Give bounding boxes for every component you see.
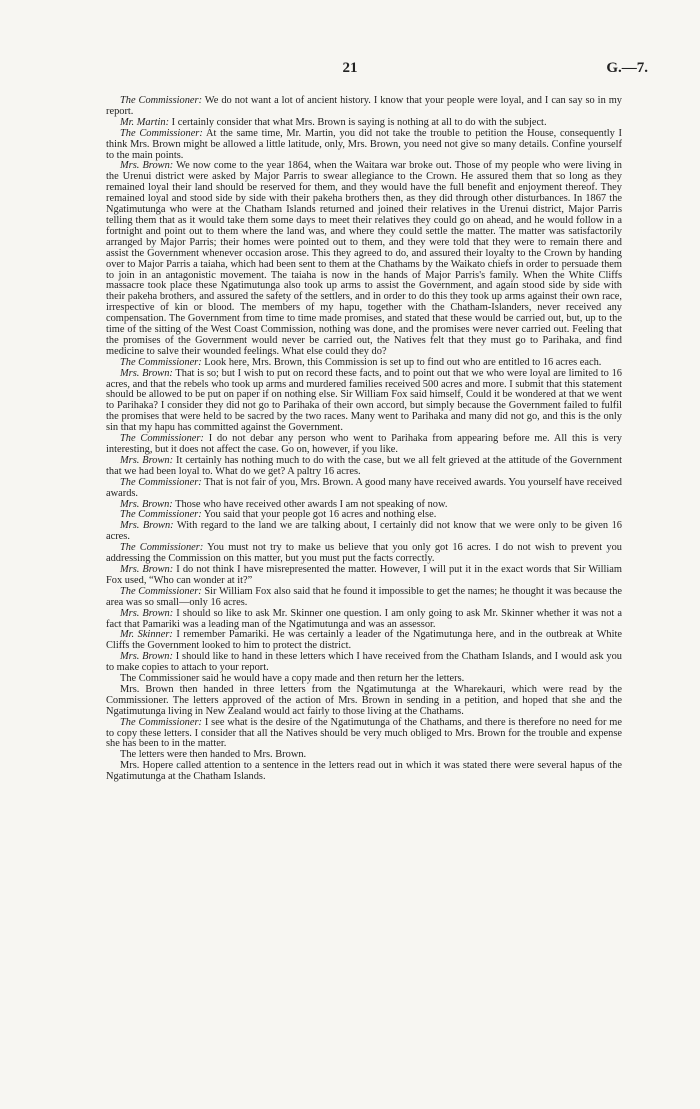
paragraph-text: I do not debar any person who went to Parihaka from appearing before me. All this is very interesting, but it does not affect the case. Go on, however, if you like. <box>106 433 622 455</box>
paragraph <box>106 456 622 478</box>
paragraph-text: Mrs. Brown then handed in three letters from the Ngatimutunga at the Wharekauri, which were read by the Commissioner. The letters approved of the action of Mrs. Brown in sending in a petition, and hoped that she and the Ngatimutunga living in New Zealand would act fairly to those living at the Chathams. <box>106 683 622 717</box>
speaker-name: The Commissioner: <box>120 95 203 106</box>
paragraph <box>106 521 622 543</box>
speaker-name: Mrs. Brown: <box>120 607 174 619</box>
paragraph <box>106 609 622 631</box>
speaker-name: The Commissioner: <box>120 542 204 554</box>
speaker-name: The Commissioner: <box>120 509 202 521</box>
paragraph <box>106 630 622 652</box>
paragraph-text: I should so like to ask Mr. Skinner one question. I am only going to ask Mr. Skinner whether it was not a fact that Pamariki was a leading man of the Ngatimutunga and was an assessor. <box>106 607 622 630</box>
paragraph-text: I see what is the desire of the Ngatimutunga of the Chathams, and there is therefore no need for me to copy these letters. I consider that all the Natives should be very much obliged to Mrs. Brown for the trouble and expense she has been to in the matter. <box>106 716 623 750</box>
paragraph-text: The Commissioner said he would have a copy made and then return her the letters. <box>120 673 465 685</box>
speaker-name: Mrs. Brown: <box>120 563 174 575</box>
paragraph <box>106 685 622 718</box>
paragraph <box>106 369 622 434</box>
speaker-name: Mrs. Brown: <box>120 454 174 466</box>
page-header <box>0 60 700 78</box>
speaker-name: Mr. Martin: <box>120 116 170 128</box>
speaker-name: The Commissioner: <box>120 476 202 488</box>
paragraph-text: I remember Pamariki. He was certainly a leader of the Ngatimutunga here, and in the outbreak at White Cliffs the Government looked to him to protect the district. <box>106 629 622 652</box>
paragraph <box>106 434 622 456</box>
document-reference: G.—7. <box>606 60 648 76</box>
page-number: 21 <box>342 60 358 76</box>
paragraph-text: The letters were then handed to Mrs. Brown. <box>120 749 307 761</box>
speaker-name: Mrs. Brown: <box>120 498 173 510</box>
paragraph-text: We now come to the year 1864, when the Waitara war broke out. Those of my people who were living in the Urenui district were asked by Major Parris to swear allegiance to the Crown. He assured them that so long as they remained loyal their land should be reserved for them, and they would have the full benefit and enjoyment thereof. They remained loyal and stood side by side with their pakeha brothers then, as they did through other disturbances. In 1867 the Ngatimutunga who were at the Chatham Islands returned and joined their relatives in the Urenui district, Major Parris telling them that as it would take them some days to meet their relatives they could go on ahead, and he would follow in a fortnight and point out to them where the land was, and where they could settle the matter. The matter was satisfactorily arranged by Major Parris; their homes were pointed out to them, and they were told that they were to remain there and assist the Government whenever occasion arose. This they agreed to do, and assured their loyalty to the Crown by handing over to Major Parris a taiaha, which had been sent to them at the Chathams by the Waikato chiefs in order to persuade them to join in an antagonistic movement. The taiaha is now in the hands of Major Parris's family. When the White Cliffs massacre took place these Ngatimutunga also took up arms to assist the Government, and again stood side by side with their pakeha brothers, and assured the safety of the settlers, and in order to do this they took up arms against their own race, irrespective of kin or blood. The members of my hapu, together with the Chatham-Islanders, never received any compensation. The Government from time to time made promises, and stated that these would be carried out, but, up to the time of the sitting of the West Coast Commission, nothing was done, and the promises were never carried out. Feeling that the promises of the Government would never be carried out, the Natives felt that they must go to Parihaka, and find medicine to salve their wounded feelings. What else could they do? <box>106 160 622 357</box>
paragraph <box>106 652 622 674</box>
speaker-name: The Commissioner: <box>120 585 202 597</box>
paragraph-text: I do not think I have misrepresented the matter. However, I will put it in the exact words that Sir William Fox used, “Who can wonder at it?” <box>106 563 622 586</box>
paragraph-text: It certainly has nothing much to do with the case, but we all felt grieved at the attitude of the Government that we had been loyal to. What do we get? A paltry 16 acres. <box>106 454 622 477</box>
paragraph-text: You must not try to make us believe that you only got 16 acres. I do not wish to prevent you addressing the Commission on this matter, but you must put the facts correctly. <box>106 542 622 565</box>
paragraph-text: Mrs. Hopere called attention to a sentence in the letters read out in which it was stated there were several hapus of the Ngatimutunga at the Chatham Islands. <box>106 760 622 783</box>
speaker-name: The Commissioner: <box>120 716 202 728</box>
paragraph-text: With regard to the land we are talking about, I certainly did not know that we were only to be given 16 acres. <box>106 520 622 543</box>
speaker-name: The Commissioner: <box>120 433 204 445</box>
paragraph <box>106 587 622 609</box>
paragraph <box>106 161 622 357</box>
paragraph-text: That is so; but I wish to put on record these facts, and to point out that we who were loyal are limited to 16 acres, and that the rebels who took up arms and murdered families received 500 acres and more. I submit that this statement should be allowed to be put on paper if on nothing else. Sir William Fox said himself, Could it be wondered at that we went to Parihaka? I consider they did not go to Parihaka of their own accord, but simply because the Government failed to fulfil the promises that were held to be sacred by the two races. Many went to Parihaka and many did not go, and this is the only sin that my hapu has committed against the Government. <box>106 367 622 434</box>
paragraph-text: That is not fair of you, Mrs. Brown. A good many have received awards. You yourself have received awards. <box>106 476 622 499</box>
paragraph-text: Sir William Fox also said that he found it impossible to get the names; he thought it was because the area was so small—only 16 acres. <box>106 585 623 608</box>
speaker-name: Mrs. Brown: <box>120 160 174 172</box>
paragraph <box>106 565 622 587</box>
speaker-name: Mrs. Brown: <box>120 651 173 663</box>
paragraph <box>106 543 622 565</box>
transcript-body <box>106 96 622 783</box>
paragraph-text: Those who have received other awards I am not speaking of now. <box>172 498 448 510</box>
paragraph <box>106 718 622 751</box>
speaker-name: The Commissioner: <box>120 127 203 139</box>
paragraph-text: We do not want a lot of ancient history. I know that your people were loyal, and I can say so in my report. <box>106 95 622 117</box>
speaker-name: Mrs. Brown: <box>120 367 173 379</box>
speaker-name: Mr. Skinner: <box>120 629 173 641</box>
paragraph-text: I should like to hand in these letters which I have received from the Chatham Islands, and I would ask you to make copies to attach to your report. <box>106 651 622 674</box>
paragraph <box>106 478 622 500</box>
speaker-name: The Commissioner: <box>120 356 202 368</box>
paragraph-text: I certainly consider that what Mrs. Brown is saying is nothing at all to do with the subject. <box>169 116 547 128</box>
paragraph-text: At the same time, Mr. Martin, you did not take the trouble to petition the House, consequently I think Mrs. Brown might be allowed a little latitude, only, Mrs. Brown, you need not give so many details. Confine yourself to the main points. <box>106 127 623 161</box>
paragraph-text: You said that your people got 16 acres and nothing else. <box>201 509 437 521</box>
paragraph <box>106 96 622 118</box>
paragraph <box>106 129 622 162</box>
speaker-name: Mrs. Brown: <box>120 520 174 532</box>
paragraph-text: Look here, Mrs. Brown, this Commission is set up to find out who are entitled to 16 acres each. <box>201 356 602 368</box>
paragraph <box>106 761 622 783</box>
